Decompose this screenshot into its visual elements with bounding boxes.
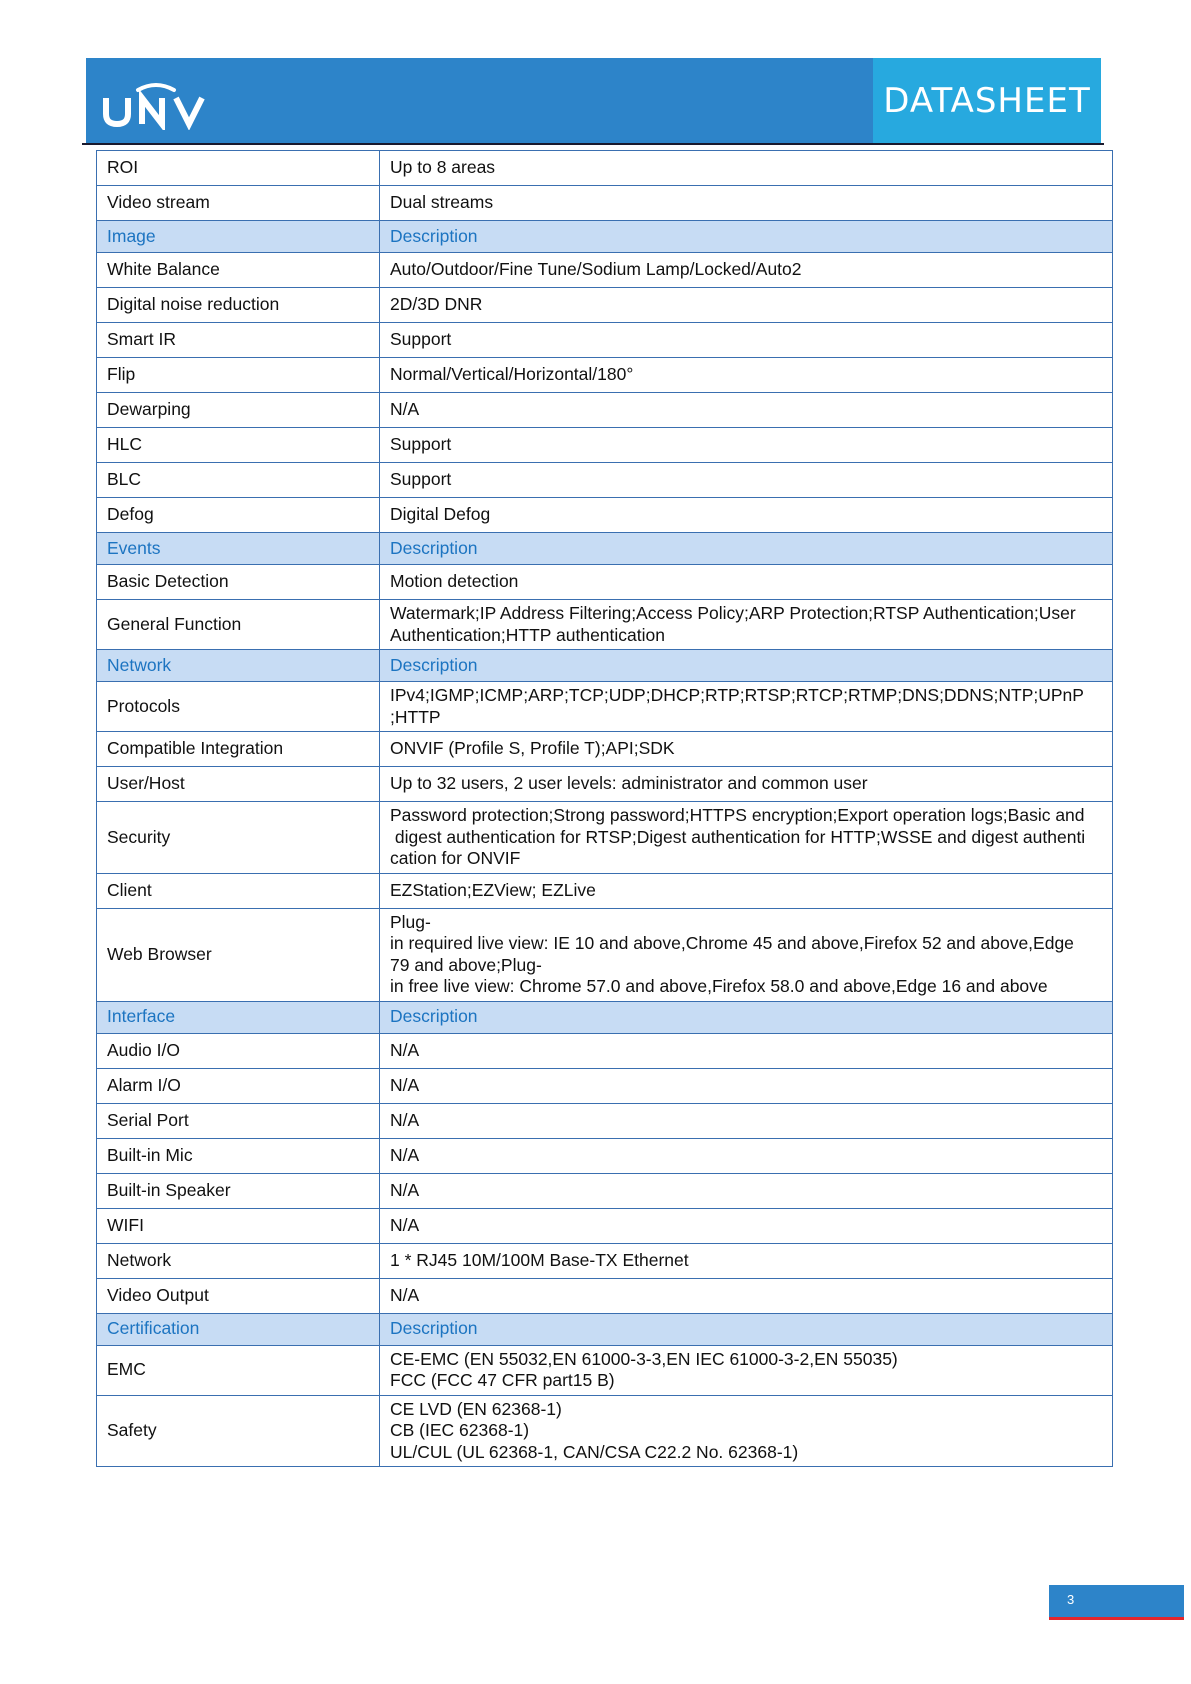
spec-label: ROI — [97, 151, 380, 186]
spec-row — [97, 565, 1113, 600]
spec-value-line: N/A — [390, 1179, 420, 1200]
spec-value — [380, 393, 1113, 428]
spec-row — [97, 253, 1113, 288]
spec-value-line: Auto/Outdoor/Fine Tune/Sodium Lamp/Locked/Auto2 — [390, 259, 802, 280]
spec-value — [380, 253, 1113, 288]
spec-value-line: FCC (FCC 47 CFR part15 B) — [390, 1370, 615, 1390]
spec-label: Security — [97, 802, 380, 874]
spec-label: Serial Port — [97, 1103, 380, 1138]
spec-value-line: Up to 32 users, 2 user levels: administrator and common user — [390, 773, 868, 794]
spec-value-line: in required live view: IE 10 and above,Chrome 45 and above,Firefox 52 and above,Edge — [390, 933, 1074, 953]
spec-value-line: 79 and above;Plug- — [390, 954, 542, 975]
spec-label: User/Host — [97, 767, 380, 802]
spec-value-line: N/A — [390, 399, 420, 420]
spec-label: Built-in Speaker — [97, 1173, 380, 1208]
spec-row — [97, 1068, 1113, 1103]
spec-value — [380, 1173, 1113, 1208]
spec-value-line: Dual streams — [390, 192, 494, 213]
spec-row — [97, 908, 1113, 1001]
spec-table — [96, 150, 1113, 1467]
spec-row — [97, 802, 1113, 874]
spec-label: WIFI — [97, 1208, 380, 1243]
spec-value — [380, 1138, 1113, 1173]
spec-value — [380, 1345, 1113, 1395]
spec-label: Basic Detection — [97, 565, 380, 600]
section-description — [380, 533, 1113, 565]
spec-value-line: CB (IEC 62368-1) — [390, 1420, 530, 1440]
spec-row — [97, 1208, 1113, 1243]
spec-value-line: Description — [390, 1006, 478, 1027]
spec-value — [380, 288, 1113, 323]
spec-label: Alarm I/O — [97, 1068, 380, 1103]
spec-label: Video stream — [97, 186, 380, 221]
spec-label: White Balance — [97, 253, 380, 288]
page-number-box — [1049, 1585, 1184, 1617]
datasheet-label: DATASHEET — [883, 81, 1091, 121]
spec-value-line: Support — [390, 329, 452, 350]
spec-value — [380, 1278, 1113, 1313]
spec-table-body — [97, 151, 1113, 1467]
footer-red-rule — [1049, 1617, 1184, 1620]
spec-value — [380, 682, 1113, 732]
spec-value — [380, 1068, 1113, 1103]
section-header-row — [97, 1001, 1113, 1033]
spec-value-line: Motion detection — [390, 571, 519, 592]
spec-label: HLC — [97, 428, 380, 463]
spec-value-line: EZStation;EZView; EZLive — [390, 879, 596, 900]
spec-row — [97, 1243, 1113, 1278]
spec-value-line: digest authentication for RTSP;Digest authentication for HTTP;WSSE and digest authenti — [390, 826, 1086, 847]
spec-row — [97, 393, 1113, 428]
spec-value — [380, 908, 1113, 1001]
section-description — [380, 650, 1113, 682]
spec-label: Smart IR — [97, 323, 380, 358]
spec-label: Video Output — [97, 1278, 380, 1313]
spec-row — [97, 732, 1113, 767]
spec-row — [97, 151, 1113, 186]
spec-label: Audio I/O — [97, 1033, 380, 1068]
spec-value-line: N/A — [390, 1144, 420, 1165]
spec-value — [380, 463, 1113, 498]
spec-value — [380, 1103, 1113, 1138]
spec-row — [97, 767, 1113, 802]
section-description — [380, 1001, 1113, 1033]
spec-value — [380, 323, 1113, 358]
section-header-row — [97, 221, 1113, 253]
unv-logo — [100, 78, 210, 130]
spec-row — [97, 1278, 1113, 1313]
spec-value-line: Up to 8 areas — [390, 157, 496, 178]
spec-row — [97, 323, 1113, 358]
spec-row — [97, 358, 1113, 393]
spec-label: Safety — [97, 1395, 380, 1467]
spec-value — [380, 428, 1113, 463]
spec-value-line: in free live view: Chrome 57.0 and above,Firefox 58.0 and above,Edge 16 and above — [390, 976, 1048, 996]
spec-row — [97, 873, 1113, 908]
spec-value — [380, 1033, 1113, 1068]
spec-value-line: N/A — [390, 1284, 420, 1305]
spec-value-line: CE-EMC (EN 55032,EN 61000-3-3,EN IEC 61000-3-2,EN 55035) — [390, 1348, 898, 1369]
spec-value — [380, 186, 1113, 221]
spec-value — [380, 1395, 1113, 1467]
spec-value-line: N/A — [390, 1074, 420, 1095]
spec-value — [380, 151, 1113, 186]
spec-value — [380, 732, 1113, 767]
spec-value-line: N/A — [390, 1039, 420, 1060]
header-banner — [86, 58, 1101, 144]
spec-label: Client — [97, 873, 380, 908]
spec-row — [97, 1345, 1113, 1395]
spec-value-line: Support — [390, 469, 452, 490]
spec-label: Digital noise reduction — [97, 288, 380, 323]
spec-row — [97, 498, 1113, 533]
spec-row — [97, 1395, 1113, 1467]
section-title: Events — [97, 533, 380, 565]
section-header-row — [97, 1313, 1113, 1345]
spec-row — [97, 288, 1113, 323]
spec-row — [97, 186, 1113, 221]
spec-row — [97, 463, 1113, 498]
spec-value — [380, 358, 1113, 393]
spec-label: Built-in Mic — [97, 1138, 380, 1173]
spec-value — [380, 802, 1113, 874]
spec-value-line: Authentication;HTTP authentication — [390, 624, 665, 645]
spec-value — [380, 767, 1113, 802]
spec-label: Flip — [97, 358, 380, 393]
spec-value-line: Password protection;Strong password;HTTPS encryption;Export operation logs;Basic and — [390, 805, 1085, 825]
spec-value-line: N/A — [390, 1109, 420, 1130]
spec-value — [380, 873, 1113, 908]
spec-value — [380, 1243, 1113, 1278]
spec-label: Compatible Integration — [97, 732, 380, 767]
spec-value-line: 2D/3D DNR — [390, 294, 483, 315]
spec-value-line: Support — [390, 434, 452, 455]
spec-value-line: CE LVD (EN 62368-1) — [390, 1398, 562, 1419]
section-title: Interface — [97, 1001, 380, 1033]
spec-value — [380, 498, 1113, 533]
spec-value-line: ONVIF (Profile S, Profile T);API;SDK — [390, 738, 675, 759]
spec-value — [380, 565, 1113, 600]
section-description — [380, 221, 1113, 253]
spec-value-line: Description — [390, 537, 478, 558]
spec-value-line: Description — [390, 225, 478, 246]
spec-row — [97, 1033, 1113, 1068]
spec-value — [380, 600, 1113, 650]
header-divider — [82, 143, 1104, 145]
datasheet-badge — [873, 58, 1101, 144]
spec-label: EMC — [97, 1345, 380, 1395]
spec-value-line: Description — [390, 1318, 478, 1339]
section-title: Certification — [97, 1313, 380, 1345]
spec-value-line: Description — [390, 654, 478, 675]
spec-label: Web Browser — [97, 908, 380, 1001]
spec-value-line: 1 * RJ45 10M/100M Base-TX Ethernet — [390, 1249, 689, 1270]
spec-value-line: N/A — [390, 1214, 420, 1235]
spec-value-line: ;HTTP — [390, 706, 441, 727]
spec-value-line: Plug- — [390, 911, 431, 932]
spec-value-line: Digital Defog — [390, 504, 491, 525]
spec-row — [97, 600, 1113, 650]
spec-value-line: Watermark;IP Address Filtering;Access Policy;ARP Protection;RTSP Authentication;User — [390, 603, 1076, 623]
spec-label: BLC — [97, 463, 380, 498]
section-header-row — [97, 533, 1113, 565]
spec-row — [97, 428, 1113, 463]
spec-label: General Function — [97, 600, 380, 650]
spec-value — [380, 1208, 1113, 1243]
section-description — [380, 1313, 1113, 1345]
spec-value-line: IPv4;IGMP;ICMP;ARP;TCP;UDP;DHCP;RTP;RTSP;RTCP;RTMP;DNS;DDNS;NTP;UPnP — [390, 685, 1084, 705]
spec-row — [97, 1173, 1113, 1208]
spec-value-line: UL/CUL (UL 62368-1, CAN/CSA C22.2 No. 62368-1) — [390, 1441, 799, 1462]
spec-value-line: cation for ONVIF — [390, 848, 521, 868]
section-title: Network — [97, 650, 380, 682]
spec-label: Dewarping — [97, 393, 380, 428]
spec-row — [97, 1138, 1113, 1173]
spec-row — [97, 1103, 1113, 1138]
spec-label: Defog — [97, 498, 380, 533]
page-number: 3 — [1067, 1592, 1075, 1607]
spec-label: Network — [97, 1243, 380, 1278]
spec-label: Protocols — [97, 682, 380, 732]
section-header-row — [97, 650, 1113, 682]
spec-value-line: Normal/Vertical/Horizontal/180° — [390, 364, 634, 385]
spec-row — [97, 682, 1113, 732]
section-title: Image — [97, 221, 380, 253]
